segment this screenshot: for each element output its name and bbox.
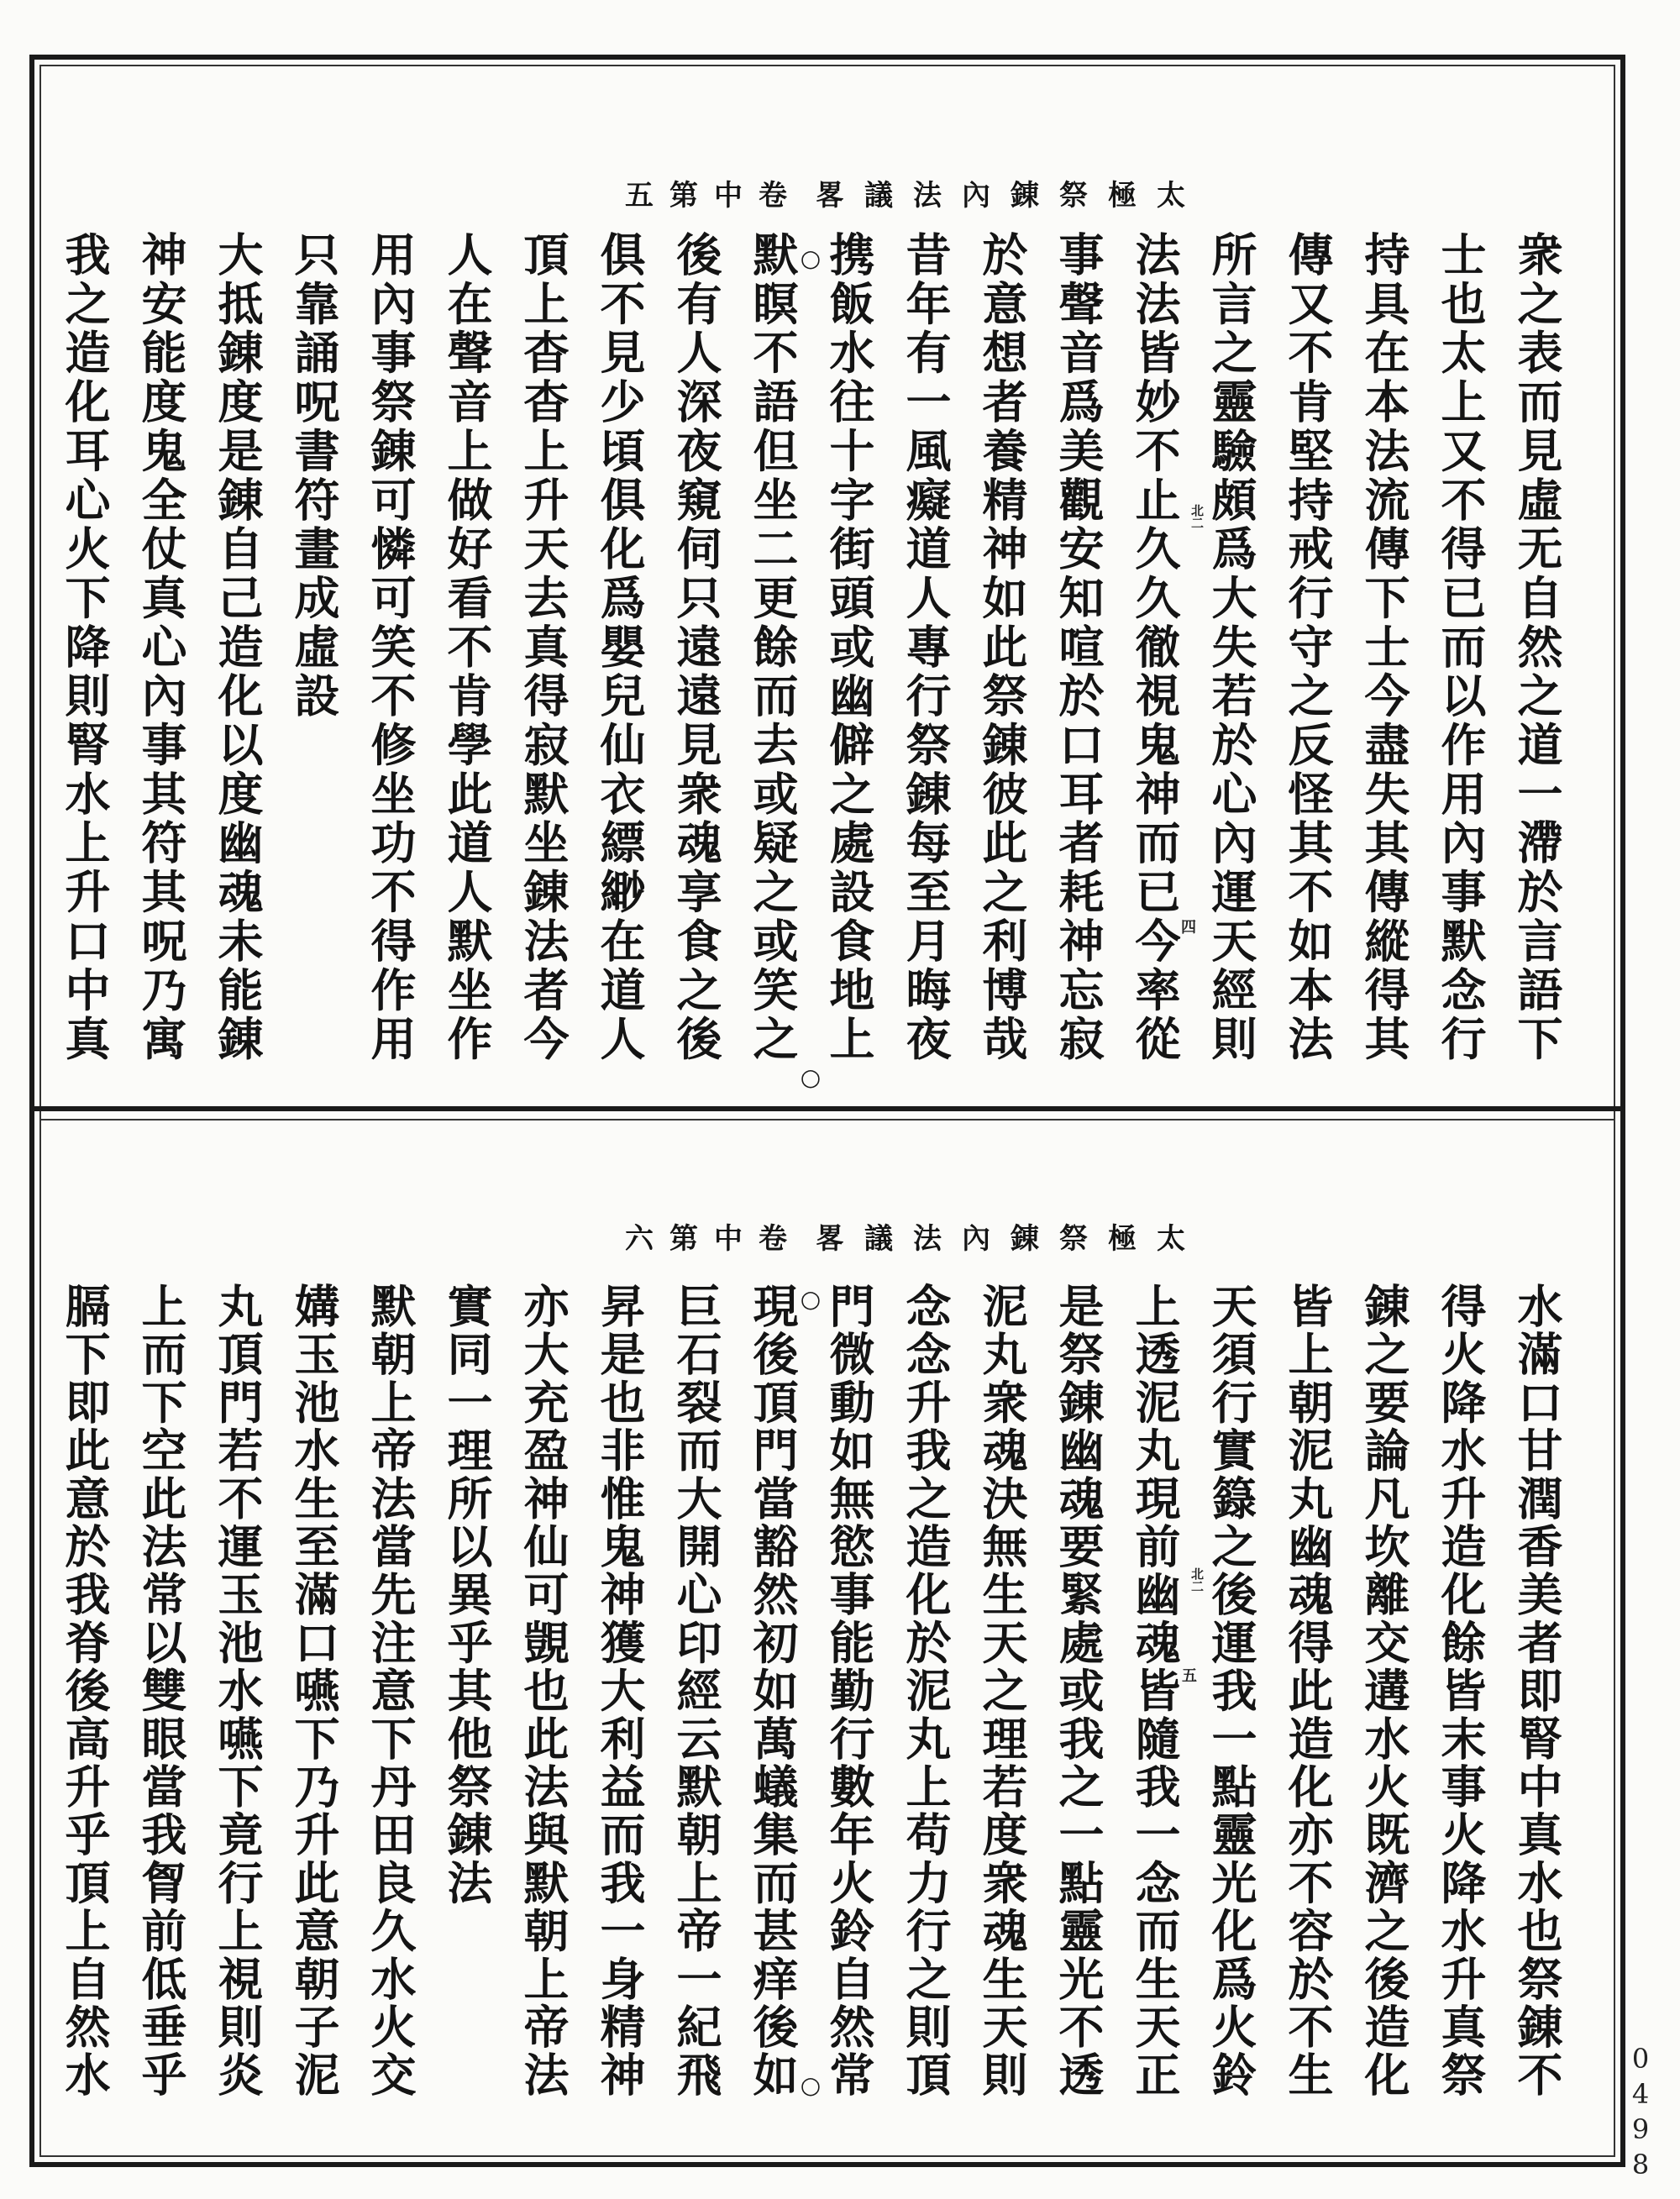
text-column: 法法皆妙不止久久徹視鬼神而已今率從 — [1128, 231, 1182, 1064]
text-column: 天須行實籙之後運我一點靈光化爲火鈴 — [1205, 1283, 1258, 2100]
text-column: 水滿口甘潤香美者即腎中真水也祭錬不 — [1510, 1283, 1564, 2100]
panel-divider — [29, 1106, 1625, 1111]
paragraph-marker: ○ — [800, 1285, 822, 1313]
text-column: 實同一理所以異乎其他祭錬法 — [440, 1283, 494, 1908]
text-column: 神安能度鬼全仗真心內事其符其呪乃寓 — [134, 231, 188, 1064]
text-column: 頂上杳杳上升天去真得寂默坐錬法者今 — [517, 231, 570, 1064]
paragraph-marker: ○ — [800, 1063, 822, 1091]
marginal-mark: 五 — [1179, 1667, 1197, 1682]
paragraph-marker: ○ — [800, 244, 822, 272]
header-leaf: 第五 — [625, 179, 714, 213]
text-column: 巨石裂而大開心印經云默朝上帝一紀飛 — [669, 1283, 723, 2100]
header-title: 太極祭錬內法議畧 — [816, 1222, 1205, 1256]
text-column: 用內事祭錬可憐可笑不修坐功不得作用 — [364, 231, 417, 1064]
text-column: 膈下即此意於我脊後高升乎頂上自然水 — [58, 1283, 112, 2100]
text-column: 念念升我之造化於泥丸上苟力行之則頂 — [899, 1283, 953, 2100]
text-column: 現後頂門當豁然初如萬蟻集而甚痒後如 — [746, 1283, 800, 2100]
text-column: 丸頂門若不運玉池水嚥下竟行上視則炎 — [211, 1283, 265, 2100]
text-column: 默瞑不語但坐二更餘而去或疑之或笑之 — [746, 231, 800, 1064]
text-column: 所言之靈驗頗爲大失若於心內運天經則 — [1205, 231, 1258, 1064]
text-column: 泥丸衆魂決無生天之理若度衆魂生天則 — [975, 1283, 1029, 2100]
text-columns-bottom — [46, 1283, 1575, 2131]
paragraph-marker: ○ — [800, 2071, 822, 2099]
running-header-bottom — [625, 1222, 1205, 1256]
header-volume: 卷中 — [714, 179, 803, 213]
text-column: 只靠誦呪書符畫成虛設 — [287, 231, 341, 722]
text-column: 錬之要論凡坎離交遘水火既濟之後造化 — [1357, 1283, 1411, 2100]
text-column: 默朝上帝法當先注意下丹田良久水火交 — [364, 1283, 417, 2100]
text-column: 昔年有一風癡道人專行祭錬每至月晦夜 — [899, 231, 953, 1064]
text-column: 皆上朝泥丸幽魂得此造化亦不容於不生 — [1281, 1283, 1335, 2100]
text-column: 昇是也非惟鬼神獲大利益而我一身精神 — [593, 1283, 647, 2100]
header-title: 太極祭錬內法議畧 — [816, 179, 1205, 213]
header-leaf: 第六 — [625, 1222, 714, 1256]
page-number: 0498 — [1625, 2043, 1656, 2184]
text-column: 大抵錬度是錬自己造化以度幽魂未能錬 — [211, 231, 265, 1064]
text-column: 士也太上又不得已而以作用內事默念行 — [1434, 231, 1488, 1064]
marginal-mark: 北二 — [1189, 504, 1205, 529]
text-column: 俱不見少頃俱化爲嬰兒仙衣縹緲在道人 — [593, 231, 647, 1064]
text-column: 携飯水往十字街頭或幽僻之處設食地上 — [822, 231, 876, 1064]
text-column: 上透泥丸現前幽魂皆隨我一念而生天正 — [1128, 1283, 1182, 2100]
text-column: 傳又不肯堅持戒行守之反怪其不如本法 — [1281, 231, 1335, 1064]
text-column: 亦大充盈神仙可覬也此法與默朝上帝法 — [517, 1283, 570, 2100]
text-column: 得火降水升造化餘皆末事火降水升真祭 — [1434, 1283, 1488, 2100]
marginal-mark: 四 — [1179, 919, 1196, 934]
text-column: 媾玉池水生至滿口嚥下乃升此意朝子泥 — [287, 1283, 341, 2100]
text-column: 持具在本法流傳下士今盡失其傳縱得其 — [1357, 231, 1411, 1064]
text-column: 於意想者養精神如此祭錬彼此之利博哉 — [975, 231, 1029, 1064]
panel-divider-inner — [39, 1119, 1615, 1120]
text-column: 我之造化耳心火下降則腎水上升口中真 — [58, 231, 112, 1064]
text-column: 是祭錬幽魂要緊處或我之一點靈光不透 — [1052, 1283, 1105, 2100]
header-volume: 卷中 — [714, 1222, 803, 1256]
text-columns-top — [46, 231, 1575, 1079]
text-column: 門微動如無慾事能勤行數年火鈴自然常 — [822, 1283, 876, 2100]
marginal-mark: 北二 — [1189, 1567, 1205, 1593]
text-column: 人在聲音上做好看不肯學此道人默坐作 — [440, 231, 494, 1064]
text-column: 衆之表而見虛无自然之道一滯於言語下 — [1510, 231, 1564, 1064]
text-column: 事聲音爲美觀安知喧於口耳者耗神忘寂 — [1052, 231, 1105, 1064]
running-header-top — [625, 179, 1205, 213]
text-column: 上而下空此法常以雙眼當我胷前低垂乎 — [134, 1283, 188, 2100]
text-column: 後有人深夜窺伺只遠遠見衆魂享食之後 — [669, 231, 723, 1064]
